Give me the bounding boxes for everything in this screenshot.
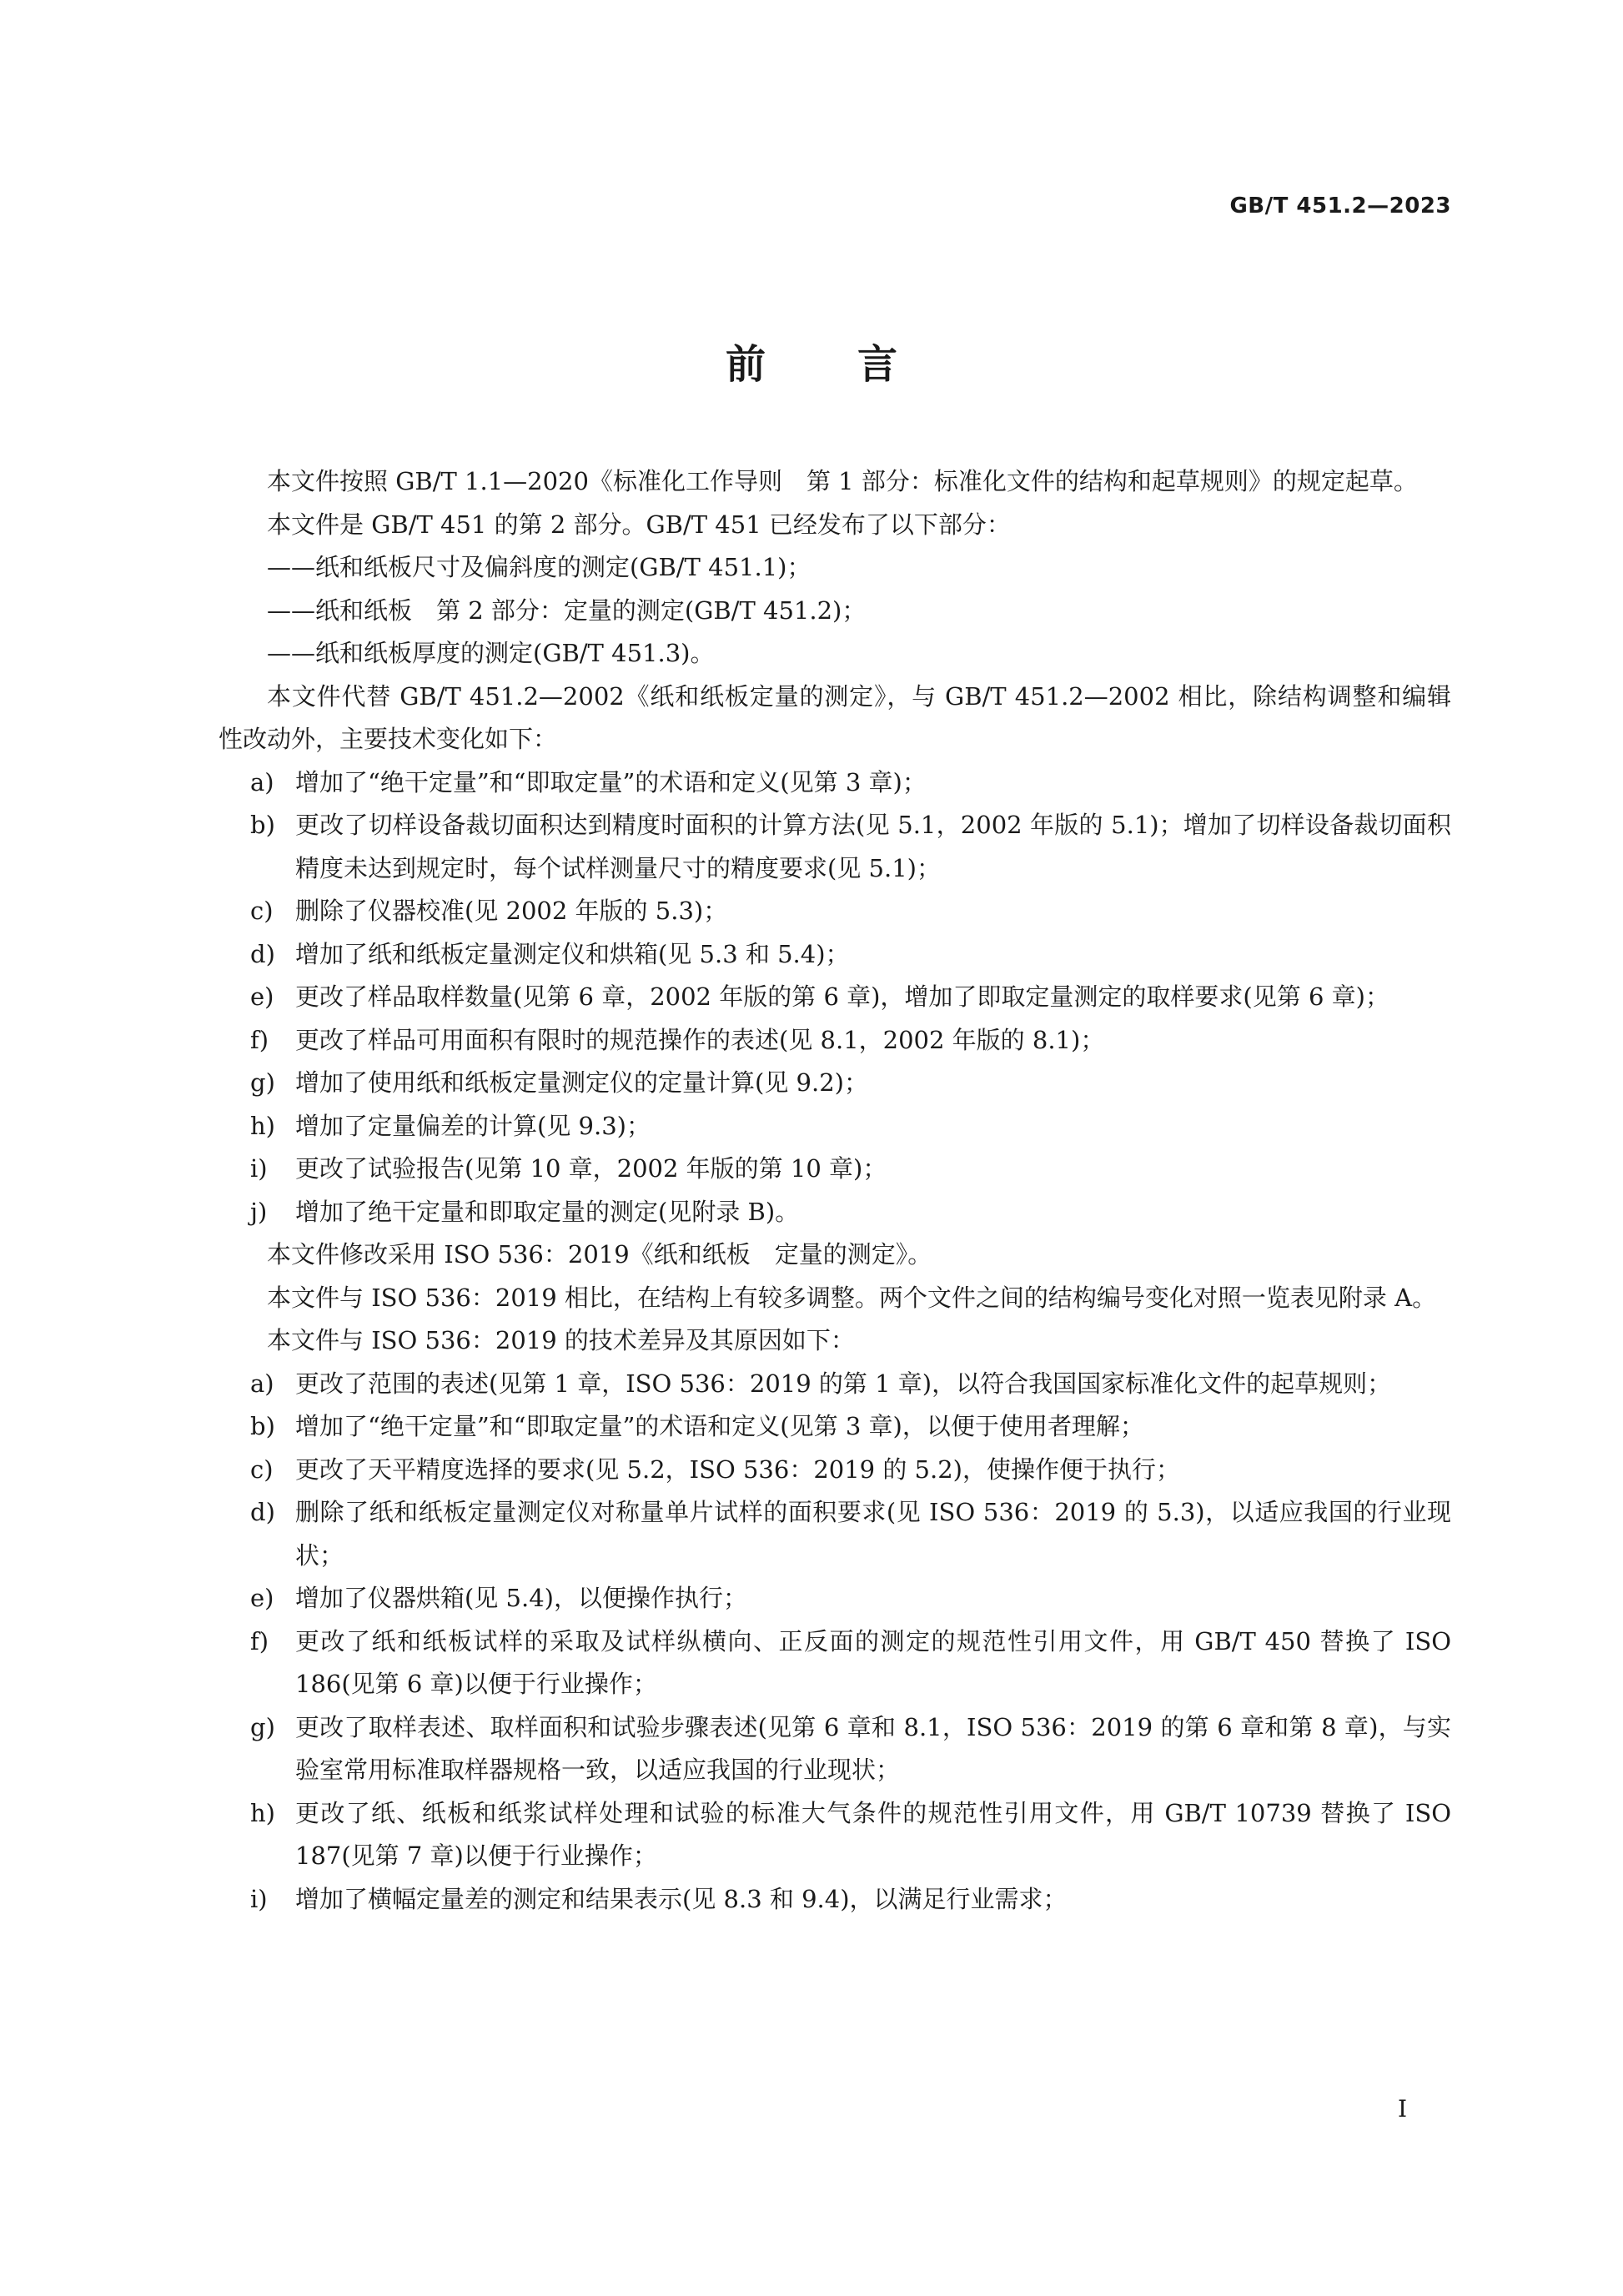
- document-code: GB/T 451.2—2023: [1229, 193, 1451, 219]
- list-item-label: i): [250, 1154, 268, 1183]
- foreword-body: [219, 460, 1451, 1921]
- list-item: [219, 1019, 1451, 1063]
- list-item: [219, 890, 1451, 933]
- list-item-label: j): [250, 1197, 268, 1226]
- intro-paragraph-3: 本文件代替 GB/T 451.2—2002《纸和纸板定量的测定》，与 GB/T 451.2—2002 相比，除结构调整和编辑性改动外，主要技术变化如下：: [219, 681, 1451, 753]
- list-item: [219, 1706, 1451, 1792]
- list-item-text: 增加了定量偏差的计算(见 9.3)；: [295, 1111, 651, 1140]
- page-title: 前言: [725, 341, 989, 388]
- list-item-label: i): [250, 1884, 268, 1913]
- list-item: [219, 976, 1451, 1019]
- list-item-label: b): [250, 1412, 275, 1440]
- list-item-label: a): [250, 1369, 274, 1398]
- list-item: [219, 1620, 1451, 1706]
- list-item-label: a): [250, 767, 274, 796]
- intro-paragraph-1: 本文件按照 GB/T 1.1—2020《标准化工作导则 第 1 部分：标准化文件的结构和起草规则》的规定起草。: [267, 467, 1418, 495]
- intro-paragraph-2: 本文件是 GB/T 451 的第 2 部分。GB/T 451 已经发布了以下部分：: [267, 510, 1011, 539]
- list-item-label: g): [250, 1712, 275, 1741]
- list-item-label: d): [250, 1498, 275, 1526]
- list-item: [219, 761, 1451, 805]
- list-item-label: h): [250, 1798, 275, 1827]
- list-item-label: d): [250, 939, 275, 968]
- list-item-text: 更改了范围的表述(见第 1 章，ISO 536：2019 的第 1 章)，以符合我国国家标准化文件的起草规则；: [295, 1369, 1392, 1398]
- technical-changes-list: [219, 761, 1451, 1234]
- part-item: ——纸和纸板尺寸及偏斜度的测定(GB/T 451.1)；: [267, 553, 812, 581]
- list-item: [219, 1405, 1451, 1449]
- list-item-text: 增加了仪器烘箱(见 5.4)，以便操作执行；: [295, 1584, 747, 1612]
- list-item: [219, 1148, 1451, 1191]
- list-item: [219, 804, 1451, 890]
- list-item-label: f): [250, 1025, 269, 1054]
- list-item-text: 增加了“绝干定量”和“即取定量”的术语和定义(见第 3 章)，以便于使用者理解；: [295, 1412, 1144, 1440]
- list-item-text: 更改了纸、纸板和纸浆试样处理和试验的标准大气条件的规范性引用文件，用 GB/T 10739 替换了 ISO 187(见第 7 章)以便于行业操作；: [295, 1798, 1451, 1870]
- list-item-text: 删除了纸和纸板定量测定仪对称量单片试样的面积要求(见 ISO 536：2019 的 5.3)，以适应我国的行业现状；: [295, 1498, 1451, 1570]
- list-item: [219, 1577, 1451, 1620]
- differences-intro-paragraph: 本文件与 ISO 536：2019 的技术差异及其原因如下：: [267, 1326, 855, 1354]
- list-item-text: 更改了切样设备裁切面积达到精度时面积的计算方法(见 5.1，2002 年版的 5.1)；增加了切样设备裁切面积精度未达到规定时，每个试样测量尺寸的精度要求(见 5.1)；: [295, 811, 1451, 882]
- part-item: ——纸和纸板 第 2 部分：定量的测定(GB/T 451.2)；: [267, 595, 867, 625]
- technical-differences-list: [219, 1363, 1451, 1922]
- list-item: [219, 1191, 1451, 1234]
- list-item: [219, 1878, 1451, 1922]
- list-item-text: 增加了横幅定量差的测定和结果表示(见 8.3 和 9.4)，以满足行业需求；: [295, 1884, 1068, 1913]
- list-item-text: 更改了样品取样数量(见第 6 章，2002 年版的第 6 章)，增加了即取定量测定的取样要求(见第 6 章)；: [295, 982, 1389, 1011]
- structure-paragraph: 本文件与 ISO 536：2019 相比，在结构上有较多调整。两个文件之间的结构编号变化对照一览表见附录 A。: [267, 1283, 1437, 1312]
- list-item-text: 更改了样品可用面积有限时的规范操作的表述(见 8.1，2002 年版的 8.1)；: [295, 1025, 1105, 1054]
- adoption-paragraph: 本文件修改采用 ISO 536：2019《纸和纸板 定量的测定》。: [267, 1240, 932, 1269]
- list-item: [219, 933, 1451, 977]
- list-item: [219, 1105, 1451, 1148]
- list-item-label: c): [250, 897, 274, 925]
- list-item-label: g): [250, 1068, 275, 1097]
- list-item-text: 更改了试验报告(见第 10 章，2002 年版的第 10 章)；: [295, 1154, 887, 1183]
- list-item: [219, 1491, 1451, 1577]
- page-number: I: [1398, 2095, 1408, 2123]
- list-item-text: 增加了使用纸和纸板定量测定仪的定量计算(见 9.2)；: [295, 1068, 868, 1097]
- list-item-label: e): [250, 982, 274, 1011]
- list-item: [219, 1792, 1451, 1878]
- part-item: ——纸和纸板厚度的测定(GB/T 451.3)。: [267, 639, 715, 667]
- list-item-text: 删除了仪器校准(见 2002 年版的 5.3)；: [295, 897, 728, 925]
- list-item-label: h): [250, 1111, 275, 1140]
- list-item-text: 增加了“绝干定量”和“即取定量”的术语和定义(见第 3 章)；: [295, 767, 927, 796]
- list-item-text: 更改了取样表述、取样面积和试验步骤表述(见第 6 章和 8.1，ISO 536：2019 的第 6 章和第 8 章)，与实验室常用标准取样器规格一致，以适应我国的行业现状；: [295, 1712, 1451, 1784]
- list-item-label: c): [250, 1454, 274, 1484]
- list-item-label: b): [250, 811, 275, 839]
- list-item: [219, 1363, 1451, 1406]
- list-item: [219, 1062, 1451, 1105]
- list-item-text: 更改了天平精度选择的要求(见 5.2，ISO 536：2019 的 5.2)，使操作便于执行；: [295, 1454, 1180, 1484]
- list-item-text: 增加了纸和纸板定量测定仪和烘箱(见 5.3 和 5.4)；: [295, 939, 850, 968]
- list-item-label: e): [250, 1584, 274, 1612]
- list-item-text: 增加了绝干定量和即取定量的测定(见附录 B)。: [295, 1197, 800, 1226]
- list-item-text: 更改了纸和纸板试样的采取及试样纵横向、正反面的测定的规范性引用文件，用 GB/T 450 替换了 ISO 186(见第 6 章)以便于行业操作；: [295, 1626, 1451, 1698]
- list-item-label: f): [250, 1626, 269, 1655]
- list-item: [219, 1449, 1451, 1492]
